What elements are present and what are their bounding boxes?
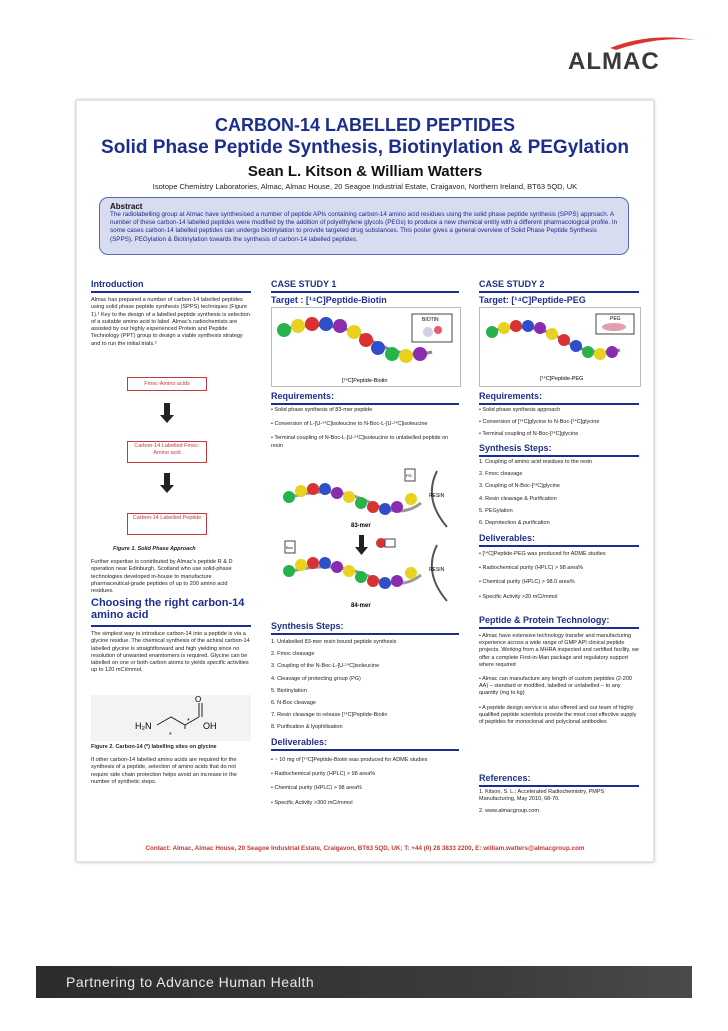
peptide-biotin-diagram xyxy=(271,307,461,387)
cs2-requirements-heading: Requirements: xyxy=(479,391,543,401)
list-item: • ~ 10 mg of [¹⁴C]Peptide-Biotin was produced for ADME studies xyxy=(271,757,428,763)
divider xyxy=(479,785,639,787)
abstract-body: The radiolabelling group at Almac have synthesised a number of peptide APIs containing carbon-14 amino acid residues using the solid phase peptide synthesis (SPPS) approach. A number of these carbon-14 labelled peptides were modified by the addition of polyethylene glycols (PEGs) to produce a new chemical entity with a different pharmacological profile. In some cases carbon-14 labelled peptides can undergo biotinylation to provide targeted drug substances. This poster gives a general overview of Solid Phase Peptide Synthesis (SPPS), PEGylation & Biotinylation towards the synthesis of carbon-14 labelled peptides. xyxy=(110,211,618,243)
divider xyxy=(91,291,251,293)
cs1-steps-list xyxy=(271,639,455,737)
cs2-synthesis-heading: Synthesis Steps: xyxy=(479,443,552,453)
list-item: 6. Deprotection & purification xyxy=(479,520,550,527)
list-item: 6. N-Boc cleavage xyxy=(271,700,316,707)
case-study-2-heading: CASE STUDY 2 xyxy=(479,279,545,289)
divider xyxy=(479,403,639,405)
list-item: • Conversion of [¹⁴C]glycine to N-Boc-[¹⁴C]glycine xyxy=(479,419,600,426)
figure-1-caption: Figure 1. Solid Phase Approach xyxy=(113,546,196,552)
resin-label: RESIN xyxy=(429,567,445,573)
case-study-2-target: Target: [¹⁴C]Peptide-PEG xyxy=(479,295,586,305)
case-study-1-heading: CASE STUDY 1 xyxy=(271,279,337,289)
intro-paragraph-1: Almac has prepared a number of carbon-14 labelled peptides using solid phase peptide synthesis (SPPS) techniques (Figure 1).¹ Key to the design of a labelled peptide synthesis is selection of a suitable amino acid to label. Almac's radiochemists are assisted by our highly experienced Protein and Peptide Technology (PPT) group to design a viable synthesis strategy and to run the initial trials.² xyxy=(91,297,250,347)
reference-link[interactable]: 2. www.almacgroup.com xyxy=(479,808,539,815)
references-list xyxy=(479,789,639,821)
list-item: • Specific Activity >20 mCi/mmol xyxy=(479,593,558,600)
reference-item: 1. Kitson, S. L.; Accelerated Radiochemistry, PMPS Manufacturing, May 2010, 68-70. xyxy=(479,789,605,803)
peptide-peg-diagram xyxy=(479,307,641,387)
labelled-peptide-box: Carbon-14 Labelled Peptide xyxy=(127,513,207,535)
divider xyxy=(271,291,459,293)
cs1-synthesis-heading: Synthesis Steps: xyxy=(271,621,344,631)
list-item: • Radiochemical purity (HPLC) > 98 area% xyxy=(479,565,584,572)
list-item: 4. Resin cleavage & Purification xyxy=(479,495,557,502)
arrow-down-icon xyxy=(164,473,170,487)
list-item: • Radiochemical purity (HPLC) > 98 area% xyxy=(271,771,376,778)
list-item: • Terminal coupling of N-Boc-[¹⁴C]glycine xyxy=(479,431,579,438)
divider xyxy=(479,545,639,547)
list-item: 3. Coupling of N-Boc-[¹⁴C]glycine xyxy=(479,483,560,490)
peptide-resin-diagram xyxy=(271,463,459,615)
cs1-requirements-list xyxy=(271,407,455,457)
authors: Sean L. Kitson & William Watters xyxy=(247,163,483,180)
list-item: • Solid phase synthesis approach xyxy=(479,407,561,413)
ppt-heading: Peptide & Protein Technology: xyxy=(479,615,610,625)
list-item: • Chemical purity (HPLC) > 98 area% xyxy=(271,785,363,792)
list-item: • Specific Activity >300 mCi/mmol xyxy=(271,799,353,806)
list-item: 4. Cleavage of protecting group (PG) xyxy=(271,675,361,682)
divider xyxy=(271,633,459,635)
list-item: 5. PEGylation xyxy=(479,507,513,514)
divider xyxy=(479,455,639,457)
list-item: 2. Fmoc cleavage xyxy=(271,651,315,658)
footer-tagline: Partnering to Advance Human Health xyxy=(66,974,315,990)
svg-text:H₂N: H₂N xyxy=(135,721,152,731)
divider xyxy=(479,627,639,629)
ppt-list xyxy=(479,633,639,733)
almac-logo-text: ALMAC xyxy=(568,48,660,75)
cs1-deliverables-heading: Deliverables: xyxy=(271,737,328,747)
abstract-heading: Abstract xyxy=(110,202,143,211)
biotin-label: BIOTIN xyxy=(422,317,439,323)
footer-banner xyxy=(36,966,692,998)
contact-line: Contact: Almac, Almac House, 20 Seagoe Industrial Estate, Craigavon, BT63 5QD, UK; T: +44 (0) 28 3833 2200, E: william.watters@almacgroup.com xyxy=(145,845,585,852)
cs1-deliverables-list xyxy=(271,757,455,814)
list-item: • Almac can manufacture any length of custom peptides (2-200 AA) – standard or modified, labelled or unlabelled – to any quantity (mg to kg) xyxy=(479,676,632,697)
affiliation: Isotope Chemistry Laboratories, Almac, Almac House, 20 Seagoe Industrial Estate, Craigavon, Northern Ireland, BT63 5QD, UK xyxy=(152,182,578,191)
divider xyxy=(271,403,459,405)
figure-2-caption: Figure 2. Carbon-14 (*) labelling sites on glycine xyxy=(91,744,217,750)
peg-label: PEG xyxy=(610,316,621,322)
peptide-biotin-label: [¹⁴C]Peptide-Biotin xyxy=(342,378,388,384)
cs2-deliverables-list xyxy=(479,551,639,608)
cs2-steps-list xyxy=(479,459,639,532)
intro-paragraph-4: If other carbon-14 labelled amino acids are required for the synthesis of a peptide, selection of amino acids that do not require side chain protection helps avoid an increase in the number of synthetic steps. xyxy=(91,757,237,785)
peptide-peg-label: [¹⁴C]Peptide-PEG xyxy=(540,376,584,382)
list-item: 1. Unlabelled 83-mer resin bound peptide synthesis xyxy=(271,639,397,645)
poster-subtitle: Solid Phase Peptide Synthesis, Biotinylation & PEGylation xyxy=(101,137,629,158)
intro-paragraph-2: Further expertise is contributed by Almac's peptide R & D operation near Edinburgh, Scotland who use solid-phase technologies developed in-house to manufacture pharmaceutical-grade peptides of up to 200 amino acid residues. xyxy=(91,559,233,595)
intro-heading: Introduction xyxy=(91,279,144,289)
labelled-amino-acid-box: Carbon-14 Labelled Fmoc-Amino acid xyxy=(127,441,207,463)
list-item: • Terminal coupling of N-Boc-L-[U-¹⁴C]isoleucine to unlabelled peptide on resin xyxy=(271,435,449,449)
list-item: • A peptide design service is also offered and our team of highly qualified peptide scientists provide the most cost effective supply of peptides for monoclonal and polyclonal antibodies xyxy=(479,704,637,726)
arrow-down-icon xyxy=(164,403,170,417)
divider xyxy=(91,625,251,627)
fmoc-amino-acids-box: Fmoc-Amino acids xyxy=(127,377,207,391)
list-item: • [¹⁴C]Peptide-PEG was produced for ADME studies xyxy=(479,551,606,557)
cs2-deliverables-heading: Deliverables: xyxy=(479,533,536,543)
list-item: • Conversion of L-[U-¹⁴C]isoleucine to N-Boc-L-[U-¹⁴C]isoleucine xyxy=(271,421,428,428)
svg-text:Boc: Boc xyxy=(286,545,293,550)
choosing-heading: Choosing the right carbon-14 amino acid xyxy=(91,597,245,621)
case-study-1-target: Target : [¹⁴C]Peptide-Biotin xyxy=(271,295,387,305)
poster-title: CARBON-14 LABELLED PEPTIDES xyxy=(214,115,516,135)
84-mer-label: 84-mer xyxy=(351,603,371,609)
divider xyxy=(271,749,459,751)
divider xyxy=(479,291,639,293)
svg-text:*: * xyxy=(169,732,172,739)
abstract-box xyxy=(99,197,629,255)
svg-text:PG: PG xyxy=(406,473,412,478)
cs1-requirements-heading: Requirements: xyxy=(271,391,335,401)
list-item: 7. Resin cleavage to release [¹⁴C]Peptide-Biotin xyxy=(271,712,388,719)
list-item: 5. Biotinylation xyxy=(271,687,307,694)
glycine-structure-diagram xyxy=(91,695,251,741)
list-item: • Almac have extensive technology transfer and manufacturing experience across a wide range of GMP API clinical peptide projects. Working from a MHRA inspected and certified facility, we offer a complete First-in-Man package and regulatory support where required xyxy=(479,633,639,668)
list-item: 1. Coupling of amino acid residues to the resin xyxy=(479,459,593,465)
83-mer-label: 83-mer xyxy=(351,523,371,529)
svg-text:*: * xyxy=(187,718,190,725)
list-item: 2. Fmoc cleavage xyxy=(479,471,523,478)
poster xyxy=(76,100,654,862)
list-item: • Chemical purity (HPLC) > 98.0 area% xyxy=(479,579,575,586)
svg-text:O: O xyxy=(195,695,202,704)
list-item: 8. Purification & lyophilisation xyxy=(271,724,343,731)
references-heading: References: xyxy=(479,773,531,783)
intro-paragraph-3: The simplest way to introduce carbon-14 into a peptide is via a glycine residue. The chemical synthesis of the achiral carbon-14 labelled glycine is straightforward and high yielding since no resolution of unwanted enantiomers is required. Glycine can be labelled on one or both carbon atoms to yields specific activities up to 120 mCi/mmol. xyxy=(91,631,250,674)
list-item: • Solid phase synthesis of 83-mer peptide xyxy=(271,407,373,413)
resin-label: RESIN xyxy=(429,493,445,499)
list-item: 3. Coupling of the N-Boc-L-[U-¹⁴C]isoleucine xyxy=(271,663,380,670)
svg-text:OH: OH xyxy=(203,721,217,731)
cs2-requirements-list xyxy=(479,407,639,444)
